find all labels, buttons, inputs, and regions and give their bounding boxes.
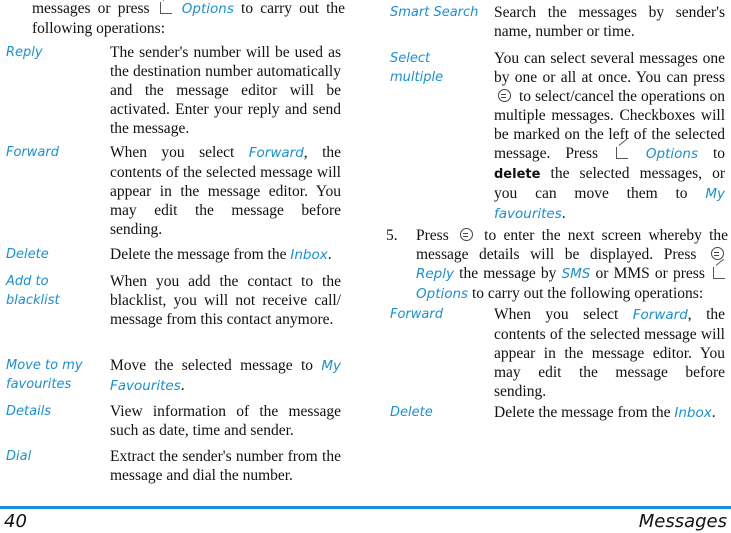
- term-select-multiple: Select multiple: [390, 51, 444, 85]
- term-details: Details: [6, 404, 52, 419]
- step-text: Press to enter the next screen whereby the message details will be displayed. Press Reply the message by SMS or MMS or press Options to carry out the following operations:: [416, 227, 728, 302]
- term-delete: Delete: [390, 405, 433, 420]
- my-favourites-keyword: My favourites: [494, 186, 726, 222]
- term-delete: Delete: [6, 247, 49, 262]
- inbox-keyword: Inbox: [290, 247, 328, 263]
- desc-add-to-blacklist: When you add the contact to the blacklist, you will not receive call/ message from this contact anymore.: [110, 273, 341, 328]
- term-move-to-favourites: Move to my favourites: [6, 358, 83, 392]
- desc-forward: When you select Forward, the contents of the selected message will appear in the message editor. You may edit the message before sending.: [494, 306, 725, 400]
- term-add-to-blacklist: Add to blacklist: [6, 274, 60, 308]
- term-forward: Forward: [390, 307, 443, 322]
- desc-delete: Delete the message from the Inbox.: [110, 246, 332, 263]
- sms-keyword: SMS: [561, 266, 591, 282]
- desc-select-multiple: You can select several messages one by one or all at once. You can press to select/cancel the operations on multiple messages. Checkboxes will be marked on the left of the selected message. Press Options to delete the selected messages, or you can move them to My favourites.: [494, 50, 726, 222]
- term-smart-search: Smart Search: [390, 5, 479, 20]
- desc-details: View information of the message such as date, time and sender.: [110, 403, 341, 439]
- step-number: 5.: [386, 227, 398, 244]
- desc-dial: Extract the sender's number from the message and dial the number.: [110, 448, 341, 484]
- intro-text-2: to carry out the following operations:: [32, 0, 346, 37]
- intro-paragraph: [32, 0, 345, 38]
- term-dial: Dial: [6, 449, 32, 464]
- reply-keyword: Reply: [416, 266, 454, 282]
- term-forward: Forward: [6, 145, 59, 160]
- section-title: Messages: [638, 511, 727, 532]
- options-keyword: Options: [416, 286, 469, 302]
- desc-move-to-favourites: Move the selected message to My Favourites.: [110, 357, 342, 394]
- desc-smart-search: Search the messages by sender's name, number or time.: [494, 4, 725, 40]
- options-keyword: Options: [645, 146, 699, 162]
- softkey-icon: [160, 2, 172, 14]
- forward-keyword: Forward: [632, 307, 688, 323]
- desc-delete: Delete the message from the Inbox.: [494, 404, 716, 421]
- delete-keyword: delete: [494, 167, 541, 182]
- desc-reply: The sender's number will be used as the destination number automatically and the message editor will be activated. Enter your reply and send the message.: [110, 44, 341, 137]
- softkey-icon: [713, 267, 725, 279]
- term-reply: Reply: [6, 45, 43, 60]
- ok-key-icon: [460, 228, 473, 241]
- forward-keyword: Forward: [248, 145, 304, 161]
- my-favourites-keyword: My Favourites: [110, 358, 342, 394]
- softkey-icon: [616, 147, 628, 159]
- ok-key-icon: [498, 89, 511, 102]
- inbox-keyword: Inbox: [674, 405, 712, 421]
- page-number: 40: [4, 511, 27, 532]
- options-keyword: Options: [181, 1, 234, 17]
- footer-divider: [0, 506, 731, 509]
- desc-forward: When you select Forward, the contents of the selected message will appear in the message editor. You may edit the message before sending.: [110, 144, 341, 238]
- intro-text: messages or press: [32, 0, 150, 17]
